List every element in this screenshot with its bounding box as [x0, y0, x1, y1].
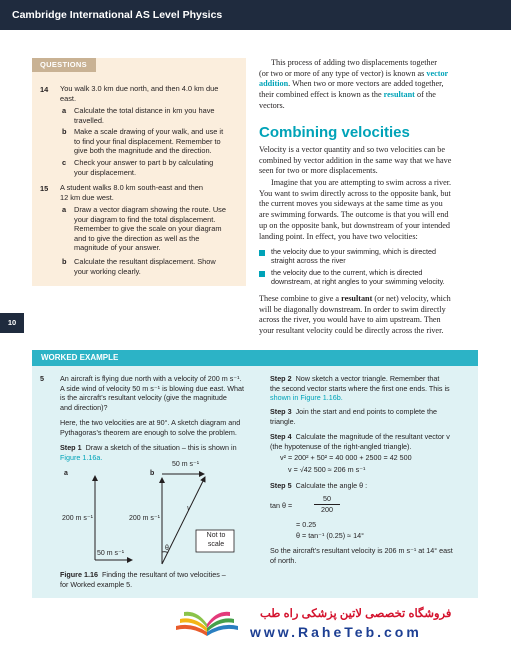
- question-text: You walk 3.0 km due north, and then 4.0 km due east.: [60, 84, 219, 103]
- section-heading: Combining velocities: [259, 124, 410, 141]
- subpart-label: b: [62, 257, 67, 266]
- question-text: Make a scale drawing of your walk, and use it to find your final displacement. Remember to give both the magnitude and the direction.: [74, 127, 224, 156]
- bullet-icon: [259, 271, 265, 277]
- example-question: An aircraft is flying due north with a velocity of 200 m s⁻¹. A side wind of velocity 50 m s⁻¹ is blowing due east. What is the aircraft’s resultant velocity (give the magnitude and direction)?: [60, 374, 244, 412]
- equation: θ = tan⁻¹ (0.25) ≈ 14°: [296, 531, 364, 540]
- label-theta: θ: [165, 545, 169, 552]
- paragraph: These combine to give a resultant (or net) velocity, which will be diagonally downstream. In order to swim directly across the river, you would have to aim upstream. Then your resultant velocity could be directly across the river.: [259, 294, 451, 336]
- example-text: Here, the two velocities are at 90°. A sketch diagram and Pythagoras’s theorem are enough to solve the problem.: [60, 418, 241, 437]
- not-to-scale-label: Not to scale: [206, 532, 226, 548]
- step-3: Step 3 Join the start and end points to complete the triangle.: [270, 407, 438, 426]
- page-number: 10: [0, 313, 24, 333]
- fraction-numerator: 50: [323, 494, 331, 503]
- subpart-label: a: [62, 205, 67, 214]
- label-50: 50 m s⁻¹: [97, 550, 125, 557]
- label-v: v: [187, 505, 191, 512]
- store-name: فروشگاه تخصصی لاتین پزشکی راه طب: [260, 608, 452, 620]
- bullet-text: the velocity due to the current, which is directed downstream, at right angles to your swimming velocity.: [271, 268, 445, 287]
- subpart-label: c: [62, 158, 67, 167]
- fraction-denominator: 200: [321, 505, 333, 514]
- step-4: Step 4 Calculate the magnitude of the resultant vector v (the hypotenuse of the right-angled triangle).: [270, 432, 450, 451]
- book-title: Cambridge International AS Level Physics: [12, 9, 223, 21]
- book-logo-icon: [172, 604, 242, 638]
- label-200: 200 m s⁻¹: [62, 515, 93, 522]
- store-url[interactable]: www.RaheTeb.com: [250, 624, 422, 640]
- equation: = 0.25: [296, 520, 317, 529]
- paragraph: Imagine that you are attempting to swim across a river. You want to swim directly across to the opposite bank, but the current moves you sideways at the same time as you are swimming forwards. The outcome is that you will end up on the opposite bank, but downstream of your intended landing point. In effect, you have two velocities:: [259, 178, 452, 241]
- equation: v = √42 500 ≈ 206 m s⁻¹: [288, 465, 366, 474]
- equation: tan θ =: [270, 501, 293, 510]
- question-number: 14: [40, 85, 49, 94]
- step-2: Step 2 Now sketch a vector triangle. Remember that the second vector starts where the first one ends. This is shown in Figure 1.16b.: [270, 374, 450, 403]
- example-number: 5: [40, 374, 44, 383]
- intro-paragraph: This process of adding two displacements together (or two or more of any type of vector) is known as vector addition. When two or more vectors are added together, their combined effect is known as the resultant of the vectors.: [259, 58, 449, 110]
- question-text: A student walks 8.0 km south-east and then 12 km due west.: [60, 183, 203, 202]
- figure-caption: Figure 1.16 Finding the resultant of two velocities – for Worked example 5.: [60, 570, 226, 589]
- bullet-icon: [259, 250, 265, 256]
- step-5: Step 5 Calculate the angle θ :: [270, 481, 368, 490]
- question-number: 15: [40, 184, 49, 193]
- figure-b-label: b: [150, 470, 155, 477]
- bullet-text: the velocity due to your swimming, which is directed straight across the river: [271, 247, 436, 266]
- step-1: Step 1 Draw a sketch of the situation – this is shown in Figure 1.16a.: [60, 443, 237, 462]
- paragraph: Velocity is a vector quantity and so two velocities can be combined by vector addition in the same way that we have seen for two or more displacements.: [259, 145, 452, 176]
- equation: v² = 200² + 50² = 40 000 + 2500 = 42 500: [280, 453, 412, 462]
- subpart-label: b: [62, 127, 67, 136]
- subpart-label: a: [62, 106, 67, 115]
- question-text: Calculate the total distance in km you have travelled.: [74, 106, 215, 125]
- question-text: Draw a vector diagram showing the route. Use your diagram to find the total displacement. Remember to give the scale on your diagram and to give the direction as well as the magnitude of your answer.: [74, 205, 226, 253]
- label-50: 50 m s⁻¹: [172, 461, 200, 468]
- worked-example-tab: WORKED EXAMPLE: [32, 350, 478, 366]
- figure-a-label: a: [64, 470, 68, 477]
- label-200: 200 m s⁻¹: [129, 515, 160, 522]
- conclusion: So the aircraft’s resultant velocity is 206 m s⁻¹ at 14° east of north.: [270, 546, 453, 565]
- question-text: Check your answer to part b by calculating your displacement.: [74, 158, 214, 177]
- questions-tab: QUESTIONS: [32, 58, 96, 72]
- page-header: [0, 0, 511, 30]
- question-text: Calculate the resultant displacement. Show your working clearly.: [74, 257, 216, 276]
